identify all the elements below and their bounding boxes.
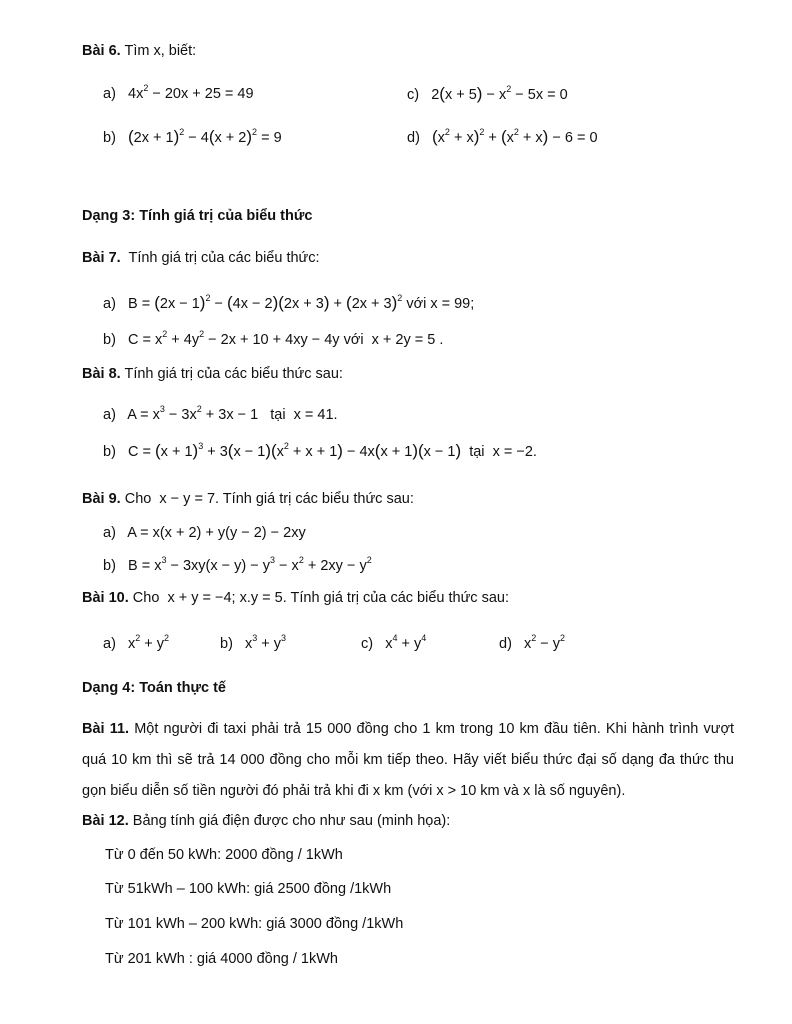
bai10-b [220,634,286,654]
bai8-title: Bài 8. [82,366,121,382]
expression: $x^2 + y^2$ [128,633,170,652]
item-label: c) [361,636,374,652]
bai10-c [361,634,426,654]
item-label: b) [103,558,116,574]
bai10-title: Bài 10. [82,590,129,606]
bai6-b [103,127,282,148]
expression: $x^4 + y^4$ [385,633,427,652]
price-row: Từ 0 đến 50 kWh: 2000 đồng / 1kWh [105,847,343,863]
section-title: Dạng 4: Toán thực tế [82,680,226,696]
item-label: a) [103,296,116,312]
bai10-text-post: . Tính giá trị của các biểu thức sau: [282,590,509,606]
item-label: b) [103,332,116,348]
condition: x = 41. [289,407,338,423]
bai9-text-pre: Cho [124,491,152,507]
bai7-text: Tính giá trị của các biểu thức: [128,250,320,266]
item-label: a) [103,407,116,423]
expression: $C = (x + 1)^3 + 3(x - 1)(x^2 + x + 1) - 4x(x + 1)(x - 1)$ [128,441,462,460]
expression: $B = (2x - 1)^2 - (4x - 2)(2x + 3) + (2x + 3)^2$ [128,293,403,312]
bai10-a [103,634,169,654]
bai11-title: Bài 11. [82,721,130,737]
bai10-text-pre: Cho [132,590,160,606]
expression: $C = x^2 + 4y^2 - 2x + 10 + 4xy - 4y$ [128,329,340,348]
equation: $2(x + 5) - x^2 - 5x = 0$ [431,84,568,103]
item-label: b) [103,130,116,146]
dang3-heading [82,206,312,226]
bai9-a [103,523,306,543]
bai12-heading [82,811,450,831]
bai7-b [103,330,443,350]
expression: $x^3 + y^3$ [245,633,287,652]
expression: $x^2 - y^2$ [524,633,566,652]
bai7-title: Bài 7. [82,250,121,266]
price-row: Từ 101 kWh – 200 kWh: giá 3000 đồng /1kWh [105,916,404,932]
bai7-a [103,293,474,314]
item-label: c) [407,87,420,103]
condition: x − y = 7 [155,491,216,507]
item-label: a) [103,525,116,541]
expression: $A = x^3 - 3x^2 + 3x - 1$ [127,404,259,423]
bai6-heading [82,41,196,61]
bai6-d [407,127,598,148]
bai6-a [103,84,254,104]
bai12-text: Bảng tính giá điện được cho như sau (minh họa): [132,813,451,829]
bai11-paragraph [82,714,734,807]
bai8-text: Tính giá trị của các biểu thức sau: [124,366,343,382]
bai11-text: Một người đi taxi phải trả 15 000 đồng cho 1 km trong 10 km đầu tiên. Khi hành trình vượt quá 10 km thì sẽ trả 14 000 đồng cho mỗi km tiếp theo. Hãy viết biểu thức đại số dạng đa thức thu gọn biểu diễn số tiền người đó phải trả khi đi x km (với x > 10 km và x là số nguyên). [82,721,735,799]
condition: x + y = −4; x.y = 5 [163,590,283,606]
item-label: b) [220,636,233,652]
equation: $(2x + 1)^2 - 4(x + 2)^2 = 9$ [128,127,282,146]
section-title: Dạng 3: Tính giá trị của biểu thức [82,208,313,224]
bai6-text: Tìm x, biết: [124,43,197,59]
condition-word: tại [469,444,485,460]
bai9-b [103,556,372,576]
bai12-title: Bài 12. [82,813,129,829]
equation: $4x^2 - 20x + 25 = 49$ [128,83,254,102]
expression: A = x(x + 2) + y(y − 2) − 2xy [127,525,306,541]
condition-word: với [343,332,364,348]
condition: x = −2. [488,444,537,460]
condition: x + 2y = 5 . [367,332,444,348]
bai8-b [103,441,537,462]
bai10-d [499,634,565,654]
bai7-heading [82,248,320,268]
bai9-title: Bài 9. [82,491,121,507]
condition-word: tại [270,407,286,423]
item-label: b) [103,444,116,460]
condition: với x = 99; [406,296,475,312]
price-row: Từ 201 kWh : giá 4000 đồng / 1kWh [105,951,338,967]
bai6-c [407,84,568,105]
bai8-a [103,405,338,425]
bai9-heading [82,489,414,509]
dang4-heading [82,678,226,698]
equation: $(x^2 + x)^2 + (x^2 + x) - 6 = 0$ [432,127,598,146]
item-label: a) [103,86,116,102]
bai9-text-post: . Tính giá trị các biểu thức sau: [215,491,414,507]
bai8-heading [82,364,343,384]
item-label: d) [499,636,512,652]
expression: $B = x^3 - 3xy(x - y) - y^3 - x^2 + 2xy - y^2$ [128,555,372,574]
item-label: d) [407,130,420,146]
bai10-heading [82,588,509,608]
bai6-title: Bài 6. [82,43,121,59]
price-row: Từ 51kWh – 100 kWh: giá 2500 đồng /1kWh [105,881,392,897]
item-label: a) [103,636,116,652]
